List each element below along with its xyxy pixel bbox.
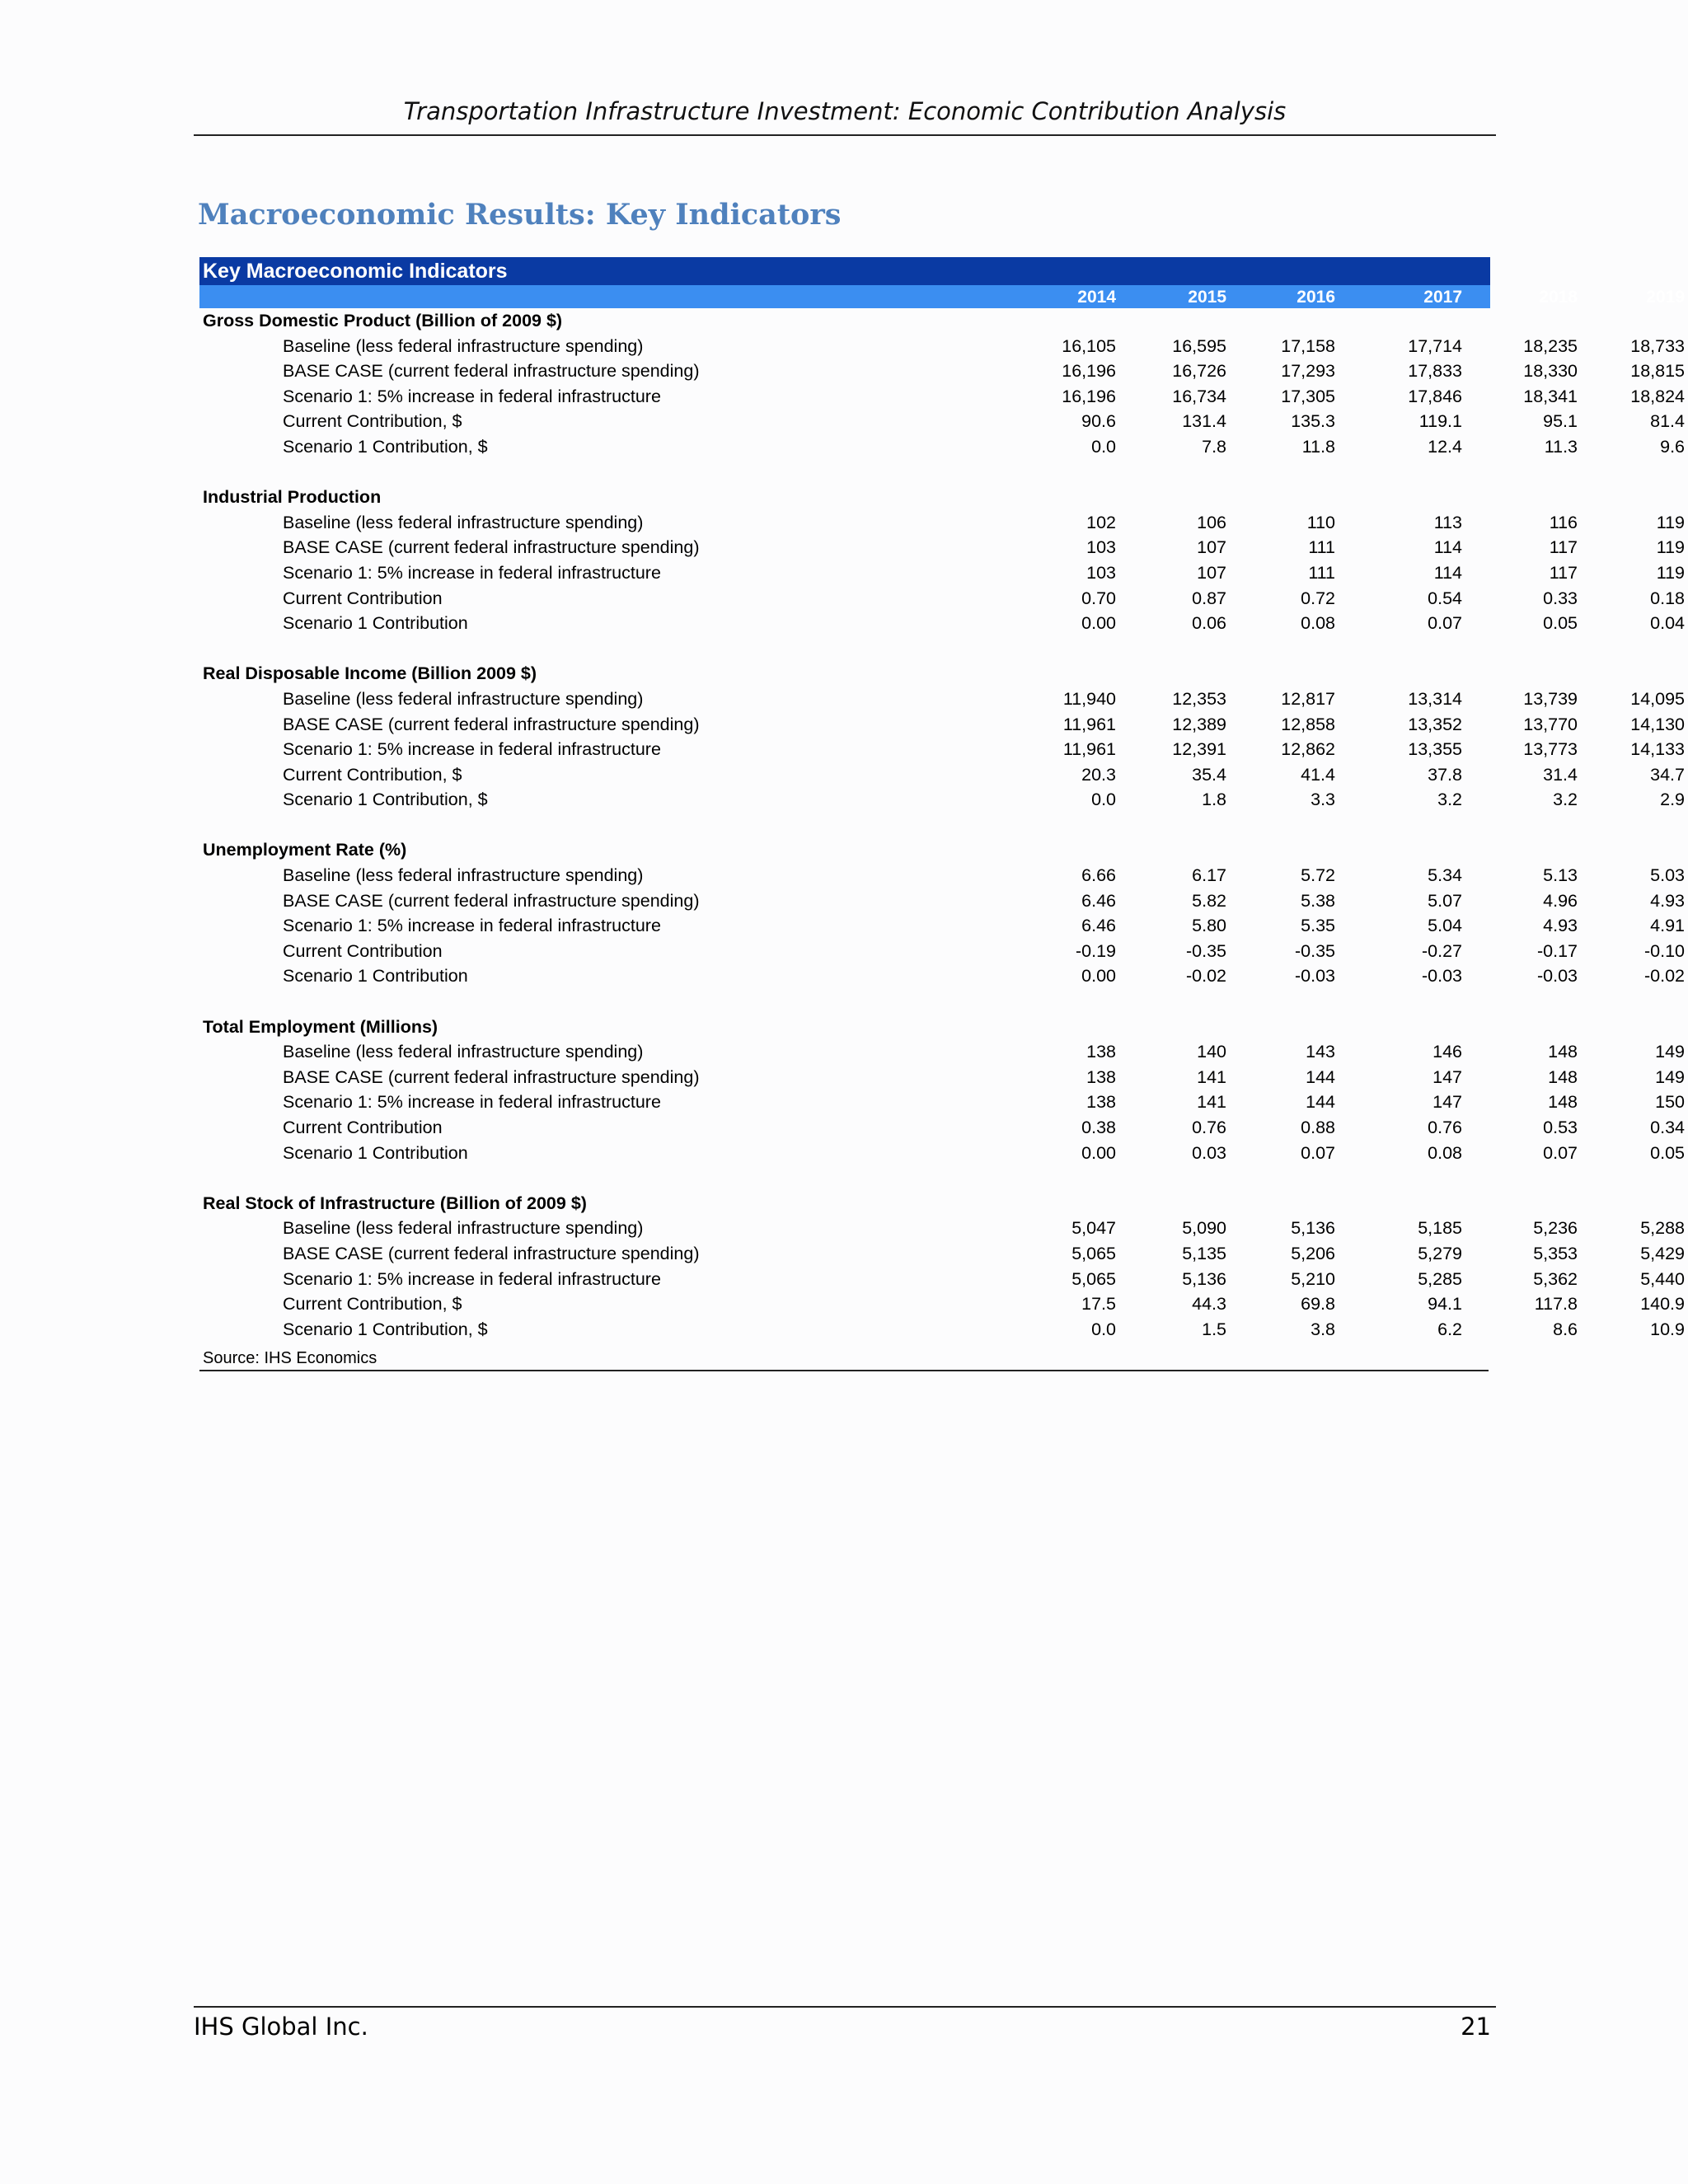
value-cell: 90.6 [1081, 411, 1116, 432]
value-cell: 14,130 [1630, 714, 1685, 734]
year-header: 2019 [1646, 288, 1685, 307]
value-cell: 0.18 [1650, 588, 1685, 608]
table-row [199, 1216, 1685, 1241]
table-row [199, 586, 1685, 612]
value-cell: 5,362 [1533, 1268, 1578, 1289]
value-cell: 13,773 [1523, 739, 1578, 760]
value-cell: 5,210 [1291, 1268, 1335, 1289]
value-cell: 12,391 [1172, 739, 1226, 760]
value-cell: 16,105 [1062, 335, 1116, 356]
category-label: Industrial Production [203, 487, 382, 508]
table-bottom-rule [199, 1370, 1489, 1371]
value-cell: 0.07 [1428, 613, 1462, 634]
page-number: 21 [1461, 2013, 1491, 2041]
value-cell: 138 [1086, 1042, 1116, 1062]
table-row [199, 1267, 1685, 1292]
table-row [199, 1039, 1685, 1065]
value-cell: 117 [1549, 562, 1578, 583]
value-cell: 0.08 [1428, 1142, 1462, 1163]
value-cell: 12.4 [1428, 436, 1462, 457]
value-cell: 13,770 [1523, 714, 1578, 734]
row-label: Scenario 1: 5% increase in federal infrastructure [283, 562, 661, 583]
value-cell: 5.34 [1428, 865, 1462, 886]
source-note: Source: IHS Economics [203, 1349, 377, 1368]
value-cell: 5,279 [1418, 1243, 1462, 1263]
value-cell: -0.10 [1643, 940, 1685, 961]
value-cell: 107 [1197, 562, 1226, 583]
category-label: Real Disposable Income (Billion 2009 $) [203, 663, 537, 684]
value-cell: 149 [1655, 1042, 1685, 1062]
value-cell: 4.93 [1543, 916, 1578, 936]
value-cell: 5,440 [1640, 1268, 1685, 1289]
value-cell: 144 [1306, 1066, 1335, 1087]
value-cell: 44.3 [1192, 1294, 1226, 1315]
row-label: BASE CASE (current federal infrastructure spending) [283, 537, 700, 558]
value-cell: 148 [1548, 1066, 1578, 1087]
value-cell: 13,355 [1408, 739, 1462, 760]
category-row [199, 1015, 1490, 1040]
value-cell: 9.6 [1660, 436, 1685, 457]
value-cell: 119 [1656, 537, 1685, 558]
row-label: Baseline (less federal infrastructure spending) [283, 512, 644, 532]
table-row [199, 384, 1685, 410]
value-cell: 0.00 [1081, 966, 1116, 987]
value-cell: 7.8 [1202, 436, 1226, 457]
year-header-row [199, 285, 1685, 308]
value-cell: 116 [1549, 512, 1578, 532]
value-cell: 5.07 [1428, 890, 1462, 911]
row-label: BASE CASE (current federal infrastructure spending) [283, 890, 700, 911]
table-row [199, 913, 1685, 939]
value-cell: 0.34 [1650, 1118, 1685, 1137]
table-row [199, 888, 1685, 914]
value-cell: 11,961 [1062, 714, 1116, 734]
value-cell: -0.02 [1643, 966, 1685, 987]
table-body [199, 308, 1685, 1342]
value-cell: 3.2 [1437, 790, 1462, 810]
value-cell: 143 [1306, 1042, 1335, 1062]
category-row [199, 1191, 1490, 1216]
value-cell: 18,330 [1523, 361, 1578, 382]
value-cell: 5,185 [1418, 1218, 1462, 1239]
section-title: Macroeconomic Results: Key Indicators [198, 198, 842, 232]
table-row [199, 1317, 1685, 1343]
category-row [199, 661, 1490, 687]
value-cell: 11.3 [1544, 436, 1578, 457]
value-cell: 147 [1432, 1066, 1462, 1087]
table-row [199, 939, 1685, 964]
value-cell: 18,824 [1630, 386, 1685, 406]
row-label: Scenario 1: 5% increase in federal infrastructure [283, 916, 661, 936]
value-cell: 5,206 [1291, 1243, 1335, 1263]
value-cell: 119 [1656, 512, 1685, 532]
category-row [199, 837, 1490, 863]
footer-rule [194, 2006, 1496, 2008]
value-cell: 12,353 [1172, 688, 1226, 709]
row-label: Current Contribution, $ [283, 411, 462, 432]
value-cell: 5,090 [1182, 1218, 1226, 1239]
table-row [199, 510, 1685, 536]
value-cell: -0.35 [1294, 940, 1335, 961]
value-cell: 5,065 [1071, 1268, 1116, 1289]
table-row [199, 863, 1685, 888]
value-cell: 17,714 [1408, 335, 1462, 356]
value-cell: 6.46 [1081, 890, 1116, 911]
value-cell: 111 [1308, 562, 1335, 583]
table-row [199, 1115, 1685, 1141]
row-label: BASE CASE (current federal infrastructure spending) [283, 714, 700, 734]
value-cell: 138 [1086, 1066, 1116, 1087]
value-cell: 0.07 [1301, 1142, 1335, 1163]
row-label: Scenario 1 Contribution [283, 613, 468, 634]
value-cell: 148 [1548, 1042, 1578, 1062]
value-cell: 16,726 [1172, 361, 1226, 382]
row-label: Scenario 1: 5% increase in federal infrastructure [283, 1092, 661, 1113]
row-label: Baseline (less federal infrastructure spending) [283, 1218, 644, 1239]
value-cell: 37.8 [1428, 764, 1462, 785]
row-label: Current Contribution, $ [283, 1294, 462, 1315]
group-spacer [199, 460, 1490, 485]
value-cell: 103 [1086, 537, 1116, 558]
value-cell: 17,833 [1408, 361, 1462, 382]
value-cell: 6.2 [1437, 1319, 1462, 1339]
value-cell: 106 [1197, 512, 1226, 532]
value-cell: 10.9 [1650, 1319, 1685, 1339]
value-cell: -0.27 [1421, 940, 1462, 961]
value-cell: 5,353 [1533, 1243, 1578, 1263]
row-label: Baseline (less federal infrastructure spending) [283, 335, 644, 356]
value-cell: 119.1 [1418, 411, 1462, 432]
value-cell: 13,314 [1408, 688, 1462, 709]
value-cell: 0.72 [1301, 588, 1335, 608]
value-cell: 4.93 [1650, 890, 1685, 911]
value-cell: 17.5 [1081, 1294, 1116, 1315]
value-cell: 5,047 [1071, 1218, 1116, 1239]
table-row [199, 787, 1685, 813]
value-cell: -0.19 [1075, 940, 1116, 961]
value-cell: 4.91 [1650, 916, 1685, 936]
year-header: 2016 [1296, 288, 1335, 307]
value-cell: 13,352 [1408, 714, 1462, 734]
category-label: Real Stock of Infrastructure (Billion of 2009 $) [203, 1193, 587, 1213]
table-row [199, 1065, 1685, 1090]
table-row [199, 334, 1685, 359]
value-cell: 18,341 [1523, 386, 1578, 406]
table-row [199, 737, 1685, 762]
value-cell: 102 [1086, 512, 1116, 532]
value-cell: -0.17 [1536, 940, 1578, 961]
value-cell: 138 [1086, 1092, 1116, 1113]
row-label: Scenario 1 Contribution [283, 1142, 468, 1163]
value-cell: 17,305 [1281, 386, 1335, 406]
value-cell: 114 [1433, 537, 1462, 558]
row-label: Baseline (less federal infrastructure spending) [283, 1042, 644, 1062]
value-cell: 0.03 [1192, 1142, 1226, 1163]
table-row [199, 712, 1685, 738]
value-cell: 14,133 [1630, 739, 1685, 760]
value-cell: 147 [1432, 1092, 1462, 1113]
table-row [199, 1090, 1685, 1115]
value-cell: 0.0 [1091, 436, 1116, 457]
value-cell: 119 [1656, 562, 1685, 583]
value-cell: 0.05 [1650, 1142, 1685, 1163]
value-cell: 0.54 [1428, 588, 1462, 608]
value-cell: 5.38 [1301, 890, 1335, 911]
group-spacer [199, 813, 1490, 838]
value-cell: 0.0 [1091, 1319, 1116, 1339]
value-cell: 5.13 [1543, 865, 1578, 886]
value-cell: -0.02 [1185, 966, 1226, 987]
value-cell: 117 [1549, 537, 1578, 558]
row-label: Scenario 1: 5% increase in federal infrastructure [283, 386, 661, 406]
table-row [199, 535, 1685, 560]
value-cell: 0.00 [1081, 613, 1116, 634]
value-cell: 34.7 [1650, 764, 1685, 785]
value-cell: 5.82 [1192, 890, 1226, 911]
value-cell: 0.06 [1192, 613, 1226, 634]
row-label: Baseline (less federal infrastructure spending) [283, 865, 644, 886]
value-cell: 0.08 [1301, 613, 1335, 634]
value-cell: 135.3 [1291, 411, 1335, 432]
value-cell: 0.0 [1091, 790, 1116, 810]
value-cell: 111 [1308, 537, 1335, 558]
table-row [199, 359, 1685, 384]
value-cell: -0.03 [1294, 966, 1335, 987]
value-cell: 95.1 [1543, 411, 1578, 432]
value-cell: 3.8 [1311, 1319, 1335, 1339]
table-title: Key Macroeconomic Indicators [199, 257, 1490, 285]
row-label: BASE CASE (current federal infrastructure spending) [283, 1066, 700, 1087]
value-cell: 103 [1086, 562, 1116, 583]
row-label: Current Contribution [283, 1118, 443, 1137]
value-cell: 11,961 [1062, 739, 1116, 760]
row-label: Scenario 1 Contribution, $ [283, 436, 488, 457]
value-cell: 0.04 [1650, 613, 1685, 634]
row-label: Scenario 1: 5% increase in federal infrastructure [283, 739, 661, 760]
category-label: Total Employment (Millions) [203, 1016, 438, 1037]
category-label: Unemployment Rate (%) [203, 840, 407, 860]
value-cell: 141 [1197, 1066, 1226, 1087]
value-cell: 110 [1306, 512, 1335, 532]
running-header: Transportation Infrastructure Investment: Economic Contribution Analysis [403, 97, 1287, 125]
value-cell: 5,136 [1182, 1268, 1226, 1289]
table-row [199, 434, 1685, 460]
value-cell: -0.35 [1185, 940, 1226, 961]
value-cell: 3.3 [1311, 790, 1335, 810]
row-label: Current Contribution, $ [283, 764, 462, 785]
value-cell: 31.4 [1543, 764, 1578, 785]
value-cell: 18,235 [1523, 335, 1578, 356]
value-cell: 0.07 [1543, 1142, 1578, 1163]
value-cell: 12,862 [1281, 739, 1335, 760]
value-cell: 5,429 [1640, 1243, 1685, 1263]
year-header: 2014 [1077, 288, 1116, 307]
value-cell: 0.05 [1543, 613, 1578, 634]
value-cell: 11.8 [1301, 436, 1335, 457]
value-cell: 0.70 [1081, 588, 1116, 608]
table-row [199, 1291, 1685, 1317]
value-cell: 17,293 [1281, 361, 1335, 382]
value-cell: 1.5 [1202, 1319, 1226, 1339]
value-cell: 5.04 [1428, 916, 1462, 936]
value-cell: 41.4 [1301, 764, 1335, 785]
value-cell: 20.3 [1081, 764, 1116, 785]
value-cell: 0.76 [1192, 1118, 1226, 1137]
value-cell: 12,858 [1281, 714, 1335, 734]
value-cell: 5.72 [1301, 865, 1335, 886]
row-label: Current Contribution [283, 940, 443, 961]
value-cell: 81.4 [1650, 411, 1685, 432]
value-cell: 114 [1433, 562, 1462, 583]
value-cell: 140 [1197, 1042, 1226, 1062]
table-row [199, 963, 1685, 989]
group-spacer [199, 636, 1490, 662]
value-cell: 107 [1197, 537, 1226, 558]
category-row [199, 485, 1490, 510]
value-cell: 5,236 [1533, 1218, 1578, 1239]
year-header: 2017 [1423, 288, 1462, 307]
value-cell: 6.66 [1081, 865, 1116, 886]
value-cell: 11,940 [1062, 688, 1116, 709]
row-label: BASE CASE (current federal infrastructure spending) [283, 361, 700, 382]
row-label: Scenario 1: 5% increase in federal infrastructure [283, 1268, 661, 1289]
value-cell: 16,734 [1172, 386, 1226, 406]
value-cell: 5.80 [1192, 916, 1226, 936]
value-cell: 1.8 [1202, 790, 1226, 810]
value-cell: 131.4 [1182, 411, 1226, 432]
category-row [199, 308, 1490, 334]
value-cell: 94.1 [1428, 1294, 1462, 1315]
category-label: Gross Domestic Product (Billion of 2009 $) [203, 311, 563, 330]
value-cell: 13,739 [1523, 688, 1578, 709]
table-row [199, 762, 1685, 788]
value-cell: -0.03 [1421, 966, 1462, 987]
value-cell: 3.2 [1553, 790, 1578, 810]
value-cell: 150 [1655, 1092, 1685, 1113]
table-row [199, 1241, 1685, 1267]
value-cell: 17,158 [1281, 335, 1335, 356]
table-row [199, 560, 1685, 586]
value-cell: 5,135 [1182, 1243, 1226, 1263]
row-label: Scenario 1 Contribution, $ [283, 1319, 488, 1339]
value-cell: 16,196 [1062, 386, 1116, 406]
value-cell: 140.9 [1640, 1294, 1685, 1315]
table-row [199, 1141, 1685, 1166]
value-cell: 148 [1548, 1092, 1578, 1113]
footer-company: IHS Global Inc. [194, 2013, 368, 2041]
value-cell: 6.46 [1081, 916, 1116, 936]
value-cell: 113 [1433, 512, 1462, 532]
table-row [199, 611, 1685, 636]
value-cell: 18,815 [1630, 361, 1685, 382]
value-cell: 0.33 [1543, 588, 1578, 608]
value-cell: 16,595 [1172, 335, 1226, 356]
year-header: 2015 [1188, 288, 1226, 307]
value-cell: 146 [1432, 1042, 1462, 1062]
value-cell: 0.88 [1301, 1118, 1335, 1137]
value-cell: -0.03 [1536, 966, 1578, 987]
value-cell: 0.00 [1081, 1142, 1116, 1163]
group-spacer [199, 989, 1490, 1015]
row-label: Baseline (less federal infrastructure spending) [283, 688, 644, 709]
table-row [199, 687, 1685, 712]
value-cell: 0.38 [1081, 1118, 1116, 1137]
value-cell: 5.35 [1301, 916, 1335, 936]
value-cell: 5,285 [1418, 1268, 1462, 1289]
value-cell: 12,389 [1172, 714, 1226, 734]
row-label: BASE CASE (current federal infrastructure spending) [283, 1243, 700, 1263]
value-cell: 18,733 [1630, 335, 1685, 356]
value-cell: 0.76 [1428, 1118, 1462, 1137]
value-cell: 5.03 [1650, 865, 1685, 886]
value-cell: 144 [1306, 1092, 1335, 1113]
table-row [199, 409, 1685, 434]
value-cell: 17,846 [1408, 386, 1462, 406]
header-rule [194, 134, 1496, 136]
value-cell: 5,136 [1291, 1218, 1335, 1239]
value-cell: 6.17 [1192, 865, 1226, 886]
value-cell: 141 [1197, 1092, 1226, 1113]
value-cell: 35.4 [1192, 764, 1226, 785]
value-cell: 2.9 [1660, 790, 1685, 810]
year-header: 2018 [1539, 288, 1578, 307]
value-cell: 12,817 [1281, 688, 1335, 709]
row-label: Scenario 1 Contribution [283, 966, 468, 987]
value-cell: 0.53 [1543, 1118, 1578, 1137]
value-cell: 117.8 [1534, 1294, 1578, 1315]
group-spacer [199, 1165, 1490, 1191]
indicators-table [199, 257, 1685, 1371]
value-cell: 8.6 [1553, 1319, 1578, 1339]
value-cell: 5,065 [1071, 1243, 1116, 1263]
value-cell: 0.87 [1192, 588, 1226, 608]
value-cell: 69.8 [1301, 1294, 1335, 1315]
row-label: Current Contribution [283, 588, 443, 608]
value-cell: 16,196 [1062, 361, 1116, 382]
value-cell: 5,288 [1640, 1218, 1685, 1239]
row-label: Scenario 1 Contribution, $ [283, 790, 488, 810]
value-cell: 149 [1655, 1066, 1685, 1087]
value-cell: 14,095 [1630, 688, 1685, 709]
value-cell: 4.96 [1543, 890, 1578, 911]
